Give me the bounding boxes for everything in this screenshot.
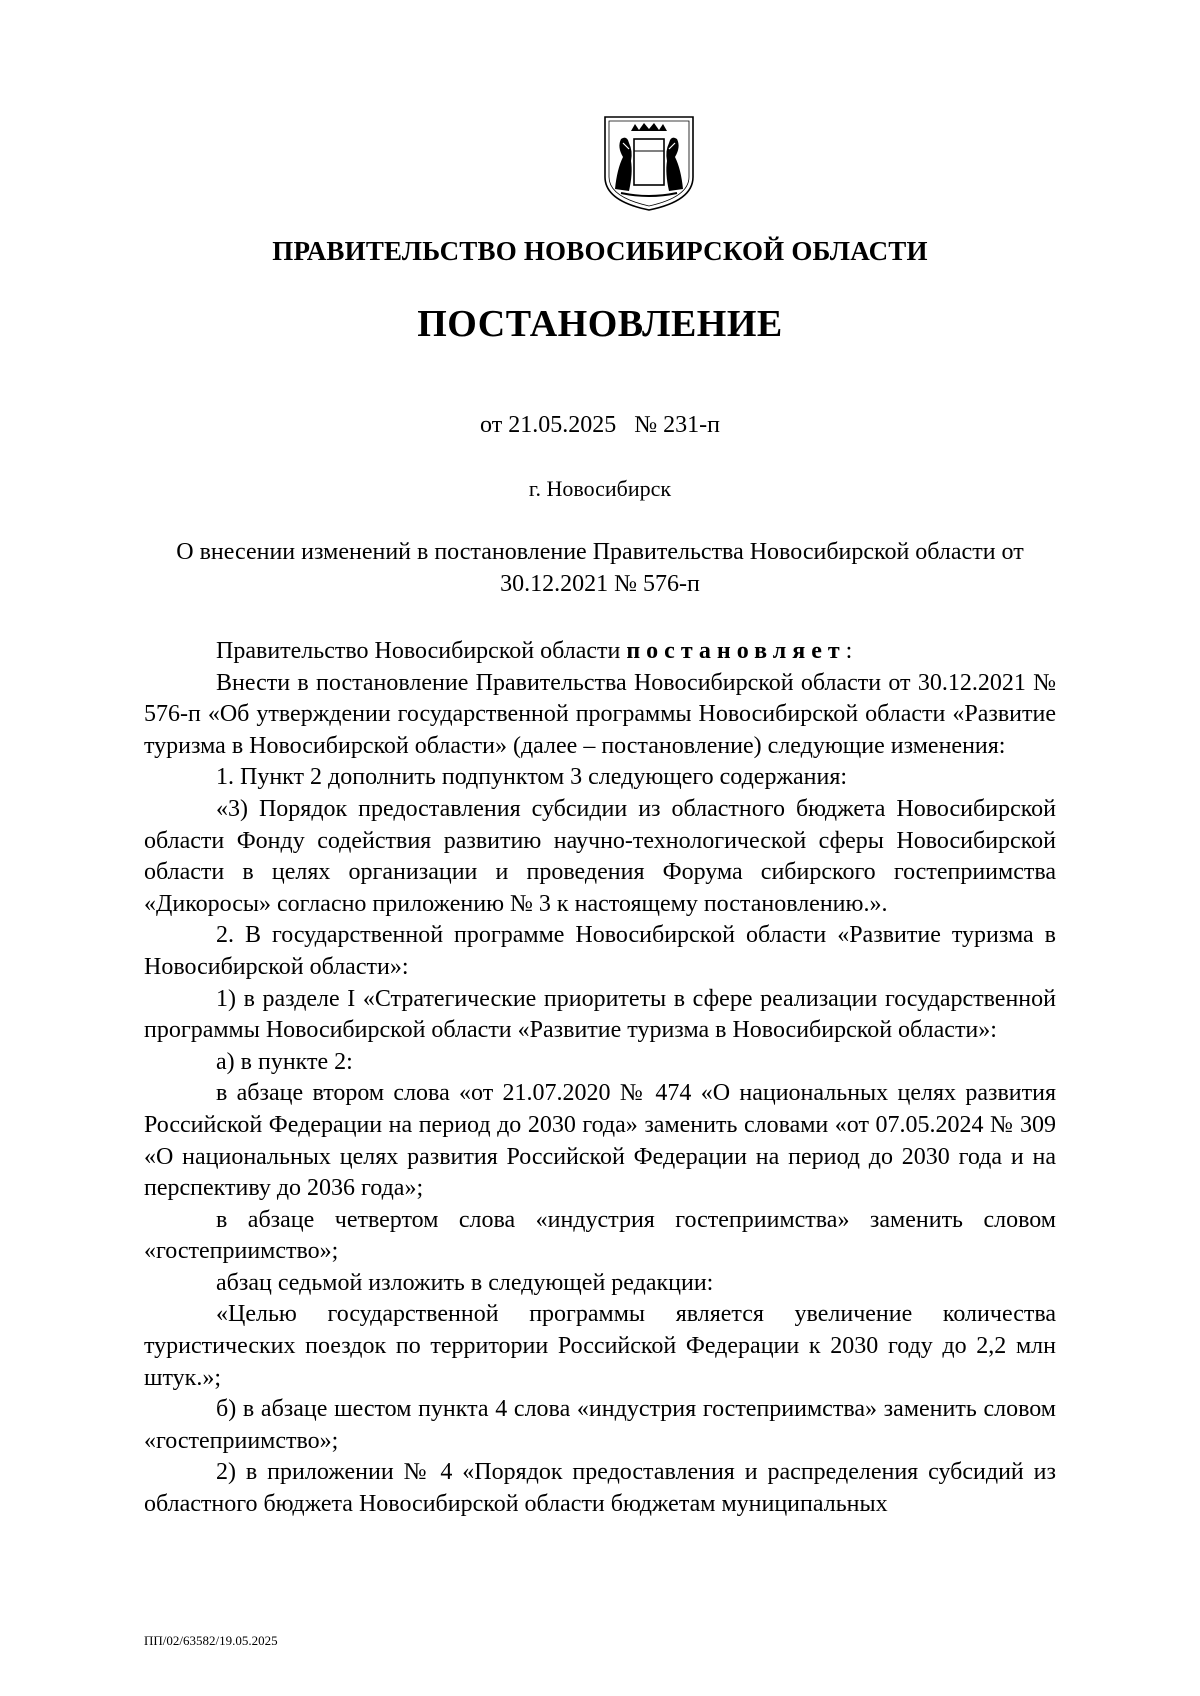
paragraph: Внести в постановление Правительства Новосибирской области от 30.12.2021 № 576-п «Об утверждении государственной программы Новосибирской области «Развитие туризма в Новосибирской области» (далее – постановление) следующие изменения: (144, 669, 1056, 759)
document-type: ПОСТАНОВЛЕНИЕ (417, 303, 783, 345)
paragraph: в абзаце втором слова «от 21.07.2020 № 474 «О национальных целях развития Российской Федерации на период до 2030 года» заменить словами «от 07.05.2024 № 309 «О национальных целях развития Российской Федерации на период до 2030 года и на перспективу до 2036 года»; (144, 1080, 1056, 1202)
paragraph: в абзаце четвертом слова «индустрия гостеприимства» заменить словом «гостеприимство»; (144, 1206, 1056, 1265)
document-date: 21.05.2025 (508, 412, 617, 438)
paragraph: 1. Пункт 2 дополнить подпунктом 3 следующего содержания: (216, 764, 848, 791)
paragraph: 1) в разделе I «Стратегические приоритеты в сфере реализации государственной программы Новосибирской области «Развитие туризма в Новосибирской области»: (144, 985, 1056, 1044)
paragraph: «3) Порядок предоставления субсидии из областного бюджета Новосибирской области Фонду содействия развитию научно-технологической сферы Новосибирской области в целях организации и проведения Форума сибирского гостеприимства «Дикоросы» согласно приложению № 3 к настоящему постановлению.». (144, 795, 1056, 917)
intro-text: Правительство Новосибирской области (216, 638, 621, 664)
paragraph: а) в пункте 2: (216, 1048, 353, 1075)
decree-word: постановляет (626, 638, 846, 664)
document-date-line (0, 412, 1200, 439)
document-body (144, 636, 1056, 1521)
document-city: г. Новосибирск (528, 476, 672, 501)
paragraph: б) в абзаце шестом пункта 4 слова «индустрия гостеприимства» заменить словом «гостеприимство»; (144, 1396, 1056, 1454)
decree-intro (144, 636, 1056, 668)
paragraph: 2. В государственной программе Новосибирской области «Развитие туризма в Новосибирской области»: (144, 922, 1056, 980)
paragraph: абзац седьмой изложить в следующей редакции: (216, 1269, 714, 1296)
paragraph: 2) в приложении № 4 «Порядок предоставления и распределения субсидий из областного бюджета Новосибирской области бюджетам муниципальных (144, 1459, 1056, 1518)
organization-name: ПРАВИТЕЛЬСТВО НОВОСИБИРСКОЙ ОБЛАСТИ (272, 236, 928, 266)
document-number: № 231-п (634, 412, 720, 438)
paragraph: «Целью государственной программы является увеличение количества туристических поездок по территории Российской Федерации к 2030 году до 2,2 млн штук.»; (144, 1301, 1056, 1391)
document-title: О внесении изменений в постановление Правительства Новосибирской области от 30.12.2021 № 576-п (176, 539, 1024, 597)
coat-of-arms-emblem (601, 113, 697, 213)
intro-colon: : (845, 638, 853, 664)
document-footer-code: ПП/02/63582/19.05.2025 (144, 1633, 278, 1648)
date-prefix: от (480, 412, 503, 438)
